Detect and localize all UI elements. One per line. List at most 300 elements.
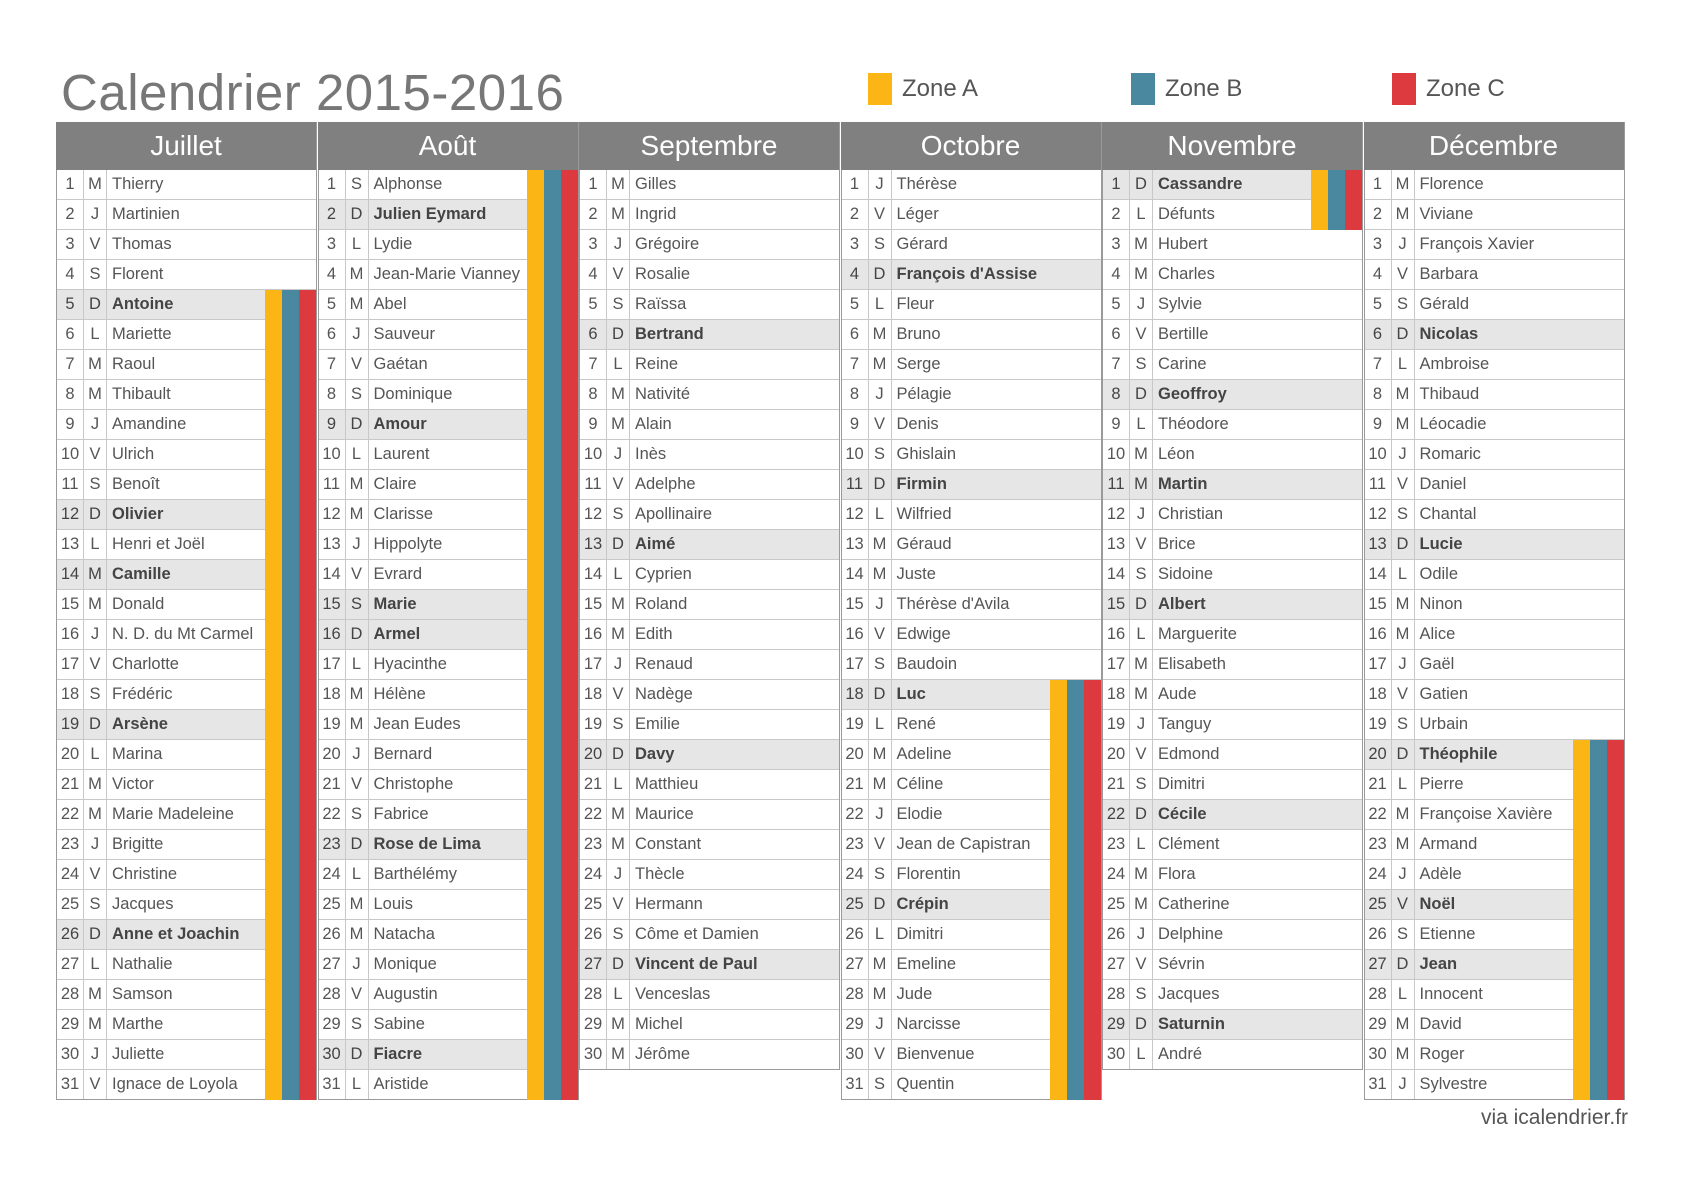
holiday-zones-marker [265, 290, 316, 319]
weekday-letter: M [607, 170, 630, 199]
day-row [1365, 200, 1624, 230]
day-row [57, 200, 316, 230]
saint-name: Gaétan [373, 355, 428, 373]
day-row [1365, 290, 1624, 320]
day-number: 28 [842, 980, 869, 1009]
holiday-zones-marker [527, 680, 578, 709]
day-row [1103, 200, 1362, 230]
zone-b-bar [544, 800, 561, 830]
day-row [842, 800, 1101, 830]
day-number: 27 [1103, 950, 1130, 979]
zone-b-bar [1067, 830, 1084, 860]
day-row [1365, 530, 1624, 560]
zone-c-bar [561, 800, 578, 830]
saint-name: Raïssa [635, 295, 687, 313]
day-number: 15 [319, 590, 346, 619]
zone-b-bar [1067, 740, 1084, 770]
day-row [580, 980, 839, 1010]
holiday-zones-marker [1050, 950, 1101, 979]
saint-name: Ulrich [112, 445, 155, 463]
holiday-zones-marker [527, 950, 578, 979]
zone-b-bar [544, 740, 561, 770]
zone-c-bar [299, 860, 316, 890]
zone-b-bar [282, 500, 299, 530]
weekday-letter: V [869, 410, 892, 439]
day-row [580, 170, 839, 200]
zone-b-bar [1067, 1040, 1084, 1070]
zone-a-bar [1573, 800, 1590, 830]
weekday-letter: D [346, 410, 369, 439]
holiday-zones-marker [527, 470, 578, 499]
zone-b-bar [1067, 890, 1084, 920]
day-row [319, 350, 578, 380]
zone-c-bar [561, 470, 578, 500]
day-row [1365, 620, 1624, 650]
weekday-letter: M [1392, 590, 1415, 619]
weekday-letter: L [84, 530, 107, 559]
day-number: 1 [1365, 170, 1392, 199]
zone-b-bar [544, 950, 561, 980]
weekday-letter: S [1130, 560, 1153, 589]
saint-name: Hippolyte [373, 535, 443, 553]
zone-b-bar [544, 710, 561, 740]
weekday-letter: L [1392, 350, 1415, 379]
zone-c-bar [561, 590, 578, 620]
zone-a-bar [527, 650, 544, 680]
saint-name: Ambroise [1419, 355, 1490, 373]
day-row [319, 500, 578, 530]
day-number: 13 [57, 530, 84, 559]
zone-c-bar [299, 890, 316, 920]
saint-name: Léon [1158, 445, 1195, 463]
zone-a-bar [1050, 1040, 1067, 1070]
weekday-letter: J [84, 200, 107, 229]
day-number: 12 [57, 500, 84, 529]
saint-name: Thérèse [896, 175, 958, 193]
weekday-letter: V [84, 1070, 107, 1099]
day-row [319, 710, 578, 740]
zone-c-bar [299, 920, 316, 950]
saint-name: Rose de Lima [373, 835, 481, 853]
zone-b-bar [544, 530, 561, 560]
zone-c-bar [1607, 1070, 1624, 1100]
saint-name: Daniel [1419, 475, 1467, 493]
zone-a-bar [1050, 890, 1067, 920]
month-column [841, 122, 1102, 1100]
holiday-zones-marker [265, 500, 316, 529]
day-list [1364, 170, 1625, 1100]
day-row [319, 800, 578, 830]
weekday-letter: J [84, 410, 107, 439]
saint-name: Nathalie [112, 955, 173, 973]
zone-c-bar [299, 830, 316, 860]
weekday-letter: D [346, 830, 369, 859]
holiday-zones-marker [527, 890, 578, 919]
day-row [1103, 980, 1362, 1010]
saint-name: André [1158, 1045, 1203, 1063]
holiday-zones-marker [265, 620, 316, 649]
day-row [57, 530, 316, 560]
weekday-letter: D [607, 950, 630, 979]
zone-b-bar [282, 530, 299, 560]
day-row [1103, 380, 1362, 410]
zone-a-bar [1311, 170, 1328, 200]
day-number: 1 [319, 170, 346, 199]
weekday-letter: D [1130, 380, 1153, 409]
day-number: 9 [319, 410, 346, 439]
saint-name: Edwige [896, 625, 951, 643]
saint-name: Thierry [112, 175, 164, 193]
holiday-zones-marker [527, 770, 578, 799]
day-number: 30 [580, 1040, 607, 1069]
day-number: 22 [1365, 800, 1392, 829]
day-row [580, 650, 839, 680]
weekday-letter: V [869, 830, 892, 859]
weekday-letter: D [869, 890, 892, 919]
day-row [580, 530, 839, 560]
saint-name: Alain [635, 415, 672, 433]
saint-name: Fiacre [373, 1045, 423, 1063]
holiday-zones-marker [1573, 770, 1624, 799]
zone-a-bar [1050, 950, 1067, 980]
weekday-letter: M [607, 1010, 630, 1039]
holiday-zones-marker [1573, 890, 1624, 919]
day-number: 8 [1103, 380, 1130, 409]
holiday-zones-marker [527, 230, 578, 259]
holiday-zones-marker [265, 860, 316, 889]
saint-name: Gérald [1419, 295, 1470, 313]
day-number: 5 [1365, 290, 1392, 319]
weekday-letter: L [84, 740, 107, 769]
zone-c-bar [1084, 860, 1101, 890]
zone-c-bar [561, 560, 578, 590]
zone-a-bar [1050, 740, 1067, 770]
day-number: 18 [319, 680, 346, 709]
saint-name: Florence [1419, 175, 1484, 193]
day-number: 29 [57, 1010, 84, 1039]
weekday-letter: S [346, 170, 369, 199]
day-number: 17 [1103, 650, 1130, 679]
weekday-letter: M [869, 530, 892, 559]
zone-a-bar [265, 470, 282, 500]
zone-c-bar [1607, 1040, 1624, 1070]
holiday-zones-marker [527, 860, 578, 889]
zone-c-bar [561, 260, 578, 290]
zone-b-bar [544, 1070, 561, 1100]
zone-a-bar [527, 950, 544, 980]
day-number: 13 [842, 530, 869, 559]
weekday-letter: J [346, 320, 369, 349]
day-row [580, 830, 839, 860]
saint-name: Denis [896, 415, 939, 433]
day-number: 2 [842, 200, 869, 229]
day-row [1103, 950, 1362, 980]
zone-c-bar [1084, 1070, 1101, 1100]
day-row [1365, 1070, 1624, 1099]
weekday-letter: M [1392, 800, 1415, 829]
day-number: 6 [580, 320, 607, 349]
holiday-zones-marker [1573, 860, 1624, 889]
weekday-letter: S [1130, 770, 1153, 799]
weekday-letter: J [1392, 860, 1415, 889]
day-row [580, 920, 839, 950]
day-row [1365, 560, 1624, 590]
weekday-letter: M [346, 680, 369, 709]
saint-name: Gérard [896, 235, 948, 253]
weekday-letter: D [84, 500, 107, 529]
day-list [56, 170, 317, 1100]
zone-a-bar [527, 260, 544, 290]
zone-b-bar [1067, 800, 1084, 830]
day-number: 24 [842, 860, 869, 889]
day-number: 3 [842, 230, 869, 259]
day-row [1103, 530, 1362, 560]
weekday-letter: J [1130, 290, 1153, 319]
day-number: 20 [842, 740, 869, 769]
holiday-zones-marker [1573, 920, 1624, 949]
weekday-letter: J [84, 620, 107, 649]
weekday-letter: M [1392, 170, 1415, 199]
zone-c-bar [299, 770, 316, 800]
weekday-letter: M [1130, 650, 1153, 679]
day-number: 6 [319, 320, 346, 349]
zone-a-bar [1050, 800, 1067, 830]
month-header: Décembre [1364, 122, 1625, 170]
zone-c-bar [561, 410, 578, 440]
saint-name: François Xavier [1419, 235, 1535, 253]
day-number: 4 [1103, 260, 1130, 289]
weekday-letter: L [1392, 560, 1415, 589]
day-row [580, 1040, 839, 1069]
saint-name: Défunts [1158, 205, 1215, 223]
zone-a-bar [265, 590, 282, 620]
saint-name: Dimitri [896, 925, 944, 943]
saint-name: Constant [635, 835, 702, 853]
zone-a-bar [265, 530, 282, 560]
day-row [580, 950, 839, 980]
zone-c-bar [561, 830, 578, 860]
holiday-zones-marker [265, 950, 316, 979]
holiday-zones-marker [527, 260, 578, 289]
saint-name: Marie Madeleine [112, 805, 234, 823]
zone-a-bar [1050, 710, 1067, 740]
zone-b-bar [282, 380, 299, 410]
day-row [580, 470, 839, 500]
weekday-letter: J [1392, 1070, 1415, 1099]
saint-name: Dominique [373, 385, 453, 403]
saint-name: Benoît [112, 475, 160, 493]
day-row [319, 980, 578, 1010]
zone-a-bar [1050, 1070, 1067, 1100]
saint-name: Camille [112, 565, 171, 583]
zone-c-bar [561, 680, 578, 710]
zone-b-bar [282, 320, 299, 350]
day-row [1365, 890, 1624, 920]
zone-c-bar [299, 1070, 316, 1100]
day-number: 26 [580, 920, 607, 949]
saint-name: Aimé [635, 535, 676, 553]
day-number: 28 [1365, 980, 1392, 1009]
day-number: 23 [580, 830, 607, 859]
saint-name: Olivier [112, 505, 164, 523]
saint-name: Théophile [1419, 745, 1498, 763]
day-number: 27 [319, 950, 346, 979]
weekday-letter: M [84, 380, 107, 409]
day-list [579, 170, 840, 1070]
day-row [1103, 770, 1362, 800]
day-number: 7 [580, 350, 607, 379]
zone-a-bar [527, 560, 544, 590]
saint-name: Grégoire [635, 235, 700, 253]
day-number: 11 [580, 470, 607, 499]
weekday-letter: V [1392, 470, 1415, 499]
zone-a-bar [527, 680, 544, 710]
day-number: 20 [319, 740, 346, 769]
saint-name: Jean Eudes [373, 715, 461, 733]
holiday-zones-marker [1050, 830, 1101, 859]
saint-name: Quentin [896, 1075, 955, 1093]
weekday-letter: J [1130, 500, 1153, 529]
zone-b-bar [1067, 950, 1084, 980]
holiday-zones-marker [265, 680, 316, 709]
zone-c-bar [299, 800, 316, 830]
zone-b-bar [1590, 770, 1607, 800]
day-row [842, 410, 1101, 440]
weekday-letter: J [869, 590, 892, 619]
saint-name: Roger [1419, 1045, 1465, 1063]
zone-c-bar [1607, 800, 1624, 830]
saint-name: Saturnin [1158, 1015, 1225, 1033]
day-number: 25 [842, 890, 869, 919]
weekday-letter: V [869, 620, 892, 649]
zone-a-bar [527, 200, 544, 230]
zone-c-bar [1607, 950, 1624, 980]
zone-c-bar [561, 980, 578, 1010]
day-row [57, 350, 316, 380]
day-row [580, 800, 839, 830]
day-number: 4 [580, 260, 607, 289]
day-row [1103, 680, 1362, 710]
weekday-letter: M [84, 350, 107, 379]
day-row [57, 1070, 316, 1099]
day-number: 16 [842, 620, 869, 649]
saint-name: Ignace de Loyola [112, 1075, 238, 1093]
weekday-letter: L [346, 440, 369, 469]
day-number: 21 [842, 770, 869, 799]
day-row [580, 860, 839, 890]
zone-a-swatch [868, 73, 892, 105]
weekday-letter: M [607, 620, 630, 649]
saint-name: Etienne [1419, 925, 1476, 943]
day-number: 3 [57, 230, 84, 259]
day-row [1365, 680, 1624, 710]
zone-b-bar [282, 740, 299, 770]
weekday-letter: D [1130, 1010, 1153, 1039]
day-row [1103, 890, 1362, 920]
zone-c-bar [561, 740, 578, 770]
weekday-letter: S [607, 710, 630, 739]
day-number: 26 [1103, 920, 1130, 949]
zone-c-bar [299, 740, 316, 770]
weekday-letter: L [1130, 410, 1153, 439]
holiday-zones-marker [265, 320, 316, 349]
day-number: 31 [842, 1070, 869, 1099]
day-number: 7 [1103, 350, 1130, 379]
weekday-letter: S [1392, 920, 1415, 949]
holiday-zones-marker [527, 500, 578, 529]
zone-c-bar [1084, 1040, 1101, 1070]
weekday-letter: J [84, 1040, 107, 1069]
day-number: 12 [580, 500, 607, 529]
holiday-zones-marker [1573, 1040, 1624, 1069]
day-number: 2 [580, 200, 607, 229]
zone-a-bar [265, 890, 282, 920]
day-row [1103, 320, 1362, 350]
holiday-zones-marker [265, 380, 316, 409]
weekday-letter: L [84, 950, 107, 979]
zone-a-bar [527, 410, 544, 440]
day-number: 6 [57, 320, 84, 349]
weekday-letter: S [607, 920, 630, 949]
day-number: 3 [1365, 230, 1392, 259]
zone-c-bar [299, 980, 316, 1010]
holiday-zones-marker [1573, 1070, 1624, 1099]
day-number: 2 [319, 200, 346, 229]
day-number: 26 [1365, 920, 1392, 949]
holiday-zones-marker [265, 980, 316, 1009]
day-row [57, 260, 316, 290]
zone-c-bar [561, 200, 578, 230]
weekday-letter: M [84, 770, 107, 799]
saint-name: Sidoine [1158, 565, 1214, 583]
weekday-letter: L [869, 920, 892, 949]
day-number: 5 [842, 290, 869, 319]
source-credit: via icalendrier.fr [1480, 1106, 1628, 1129]
zone-c-bar [561, 320, 578, 350]
saint-name: Jacques [1158, 985, 1220, 1003]
day-number: 28 [1103, 980, 1130, 1009]
holiday-zones-marker [1050, 800, 1101, 829]
weekday-letter: M [1392, 410, 1415, 439]
weekday-letter: M [346, 890, 369, 919]
day-number: 10 [319, 440, 346, 469]
zone-c-bar [299, 470, 316, 500]
day-number: 3 [1103, 230, 1130, 259]
saint-name: Bertrand [635, 325, 704, 343]
saint-name: Venceslas [635, 985, 711, 1003]
zone-b-bar [282, 650, 299, 680]
day-number: 8 [842, 380, 869, 409]
day-row [1365, 170, 1624, 200]
day-row [57, 170, 316, 200]
day-row [1365, 860, 1624, 890]
saint-name: Elisabeth [1158, 655, 1226, 673]
weekday-letter: L [1392, 770, 1415, 799]
zone-b-bar [544, 920, 561, 950]
zone-a-bar [1573, 1040, 1590, 1070]
day-row [842, 1040, 1101, 1070]
saint-name: Florent [112, 265, 164, 283]
day-number: 16 [319, 620, 346, 649]
saint-name: Nadège [635, 685, 693, 703]
weekday-letter: L [607, 560, 630, 589]
zone-b-bar [544, 830, 561, 860]
saint-name: Géraud [896, 535, 952, 553]
saint-name: Elodie [896, 805, 943, 823]
zone-c-bar [1607, 1010, 1624, 1040]
day-row [319, 230, 578, 260]
day-row [842, 890, 1101, 920]
